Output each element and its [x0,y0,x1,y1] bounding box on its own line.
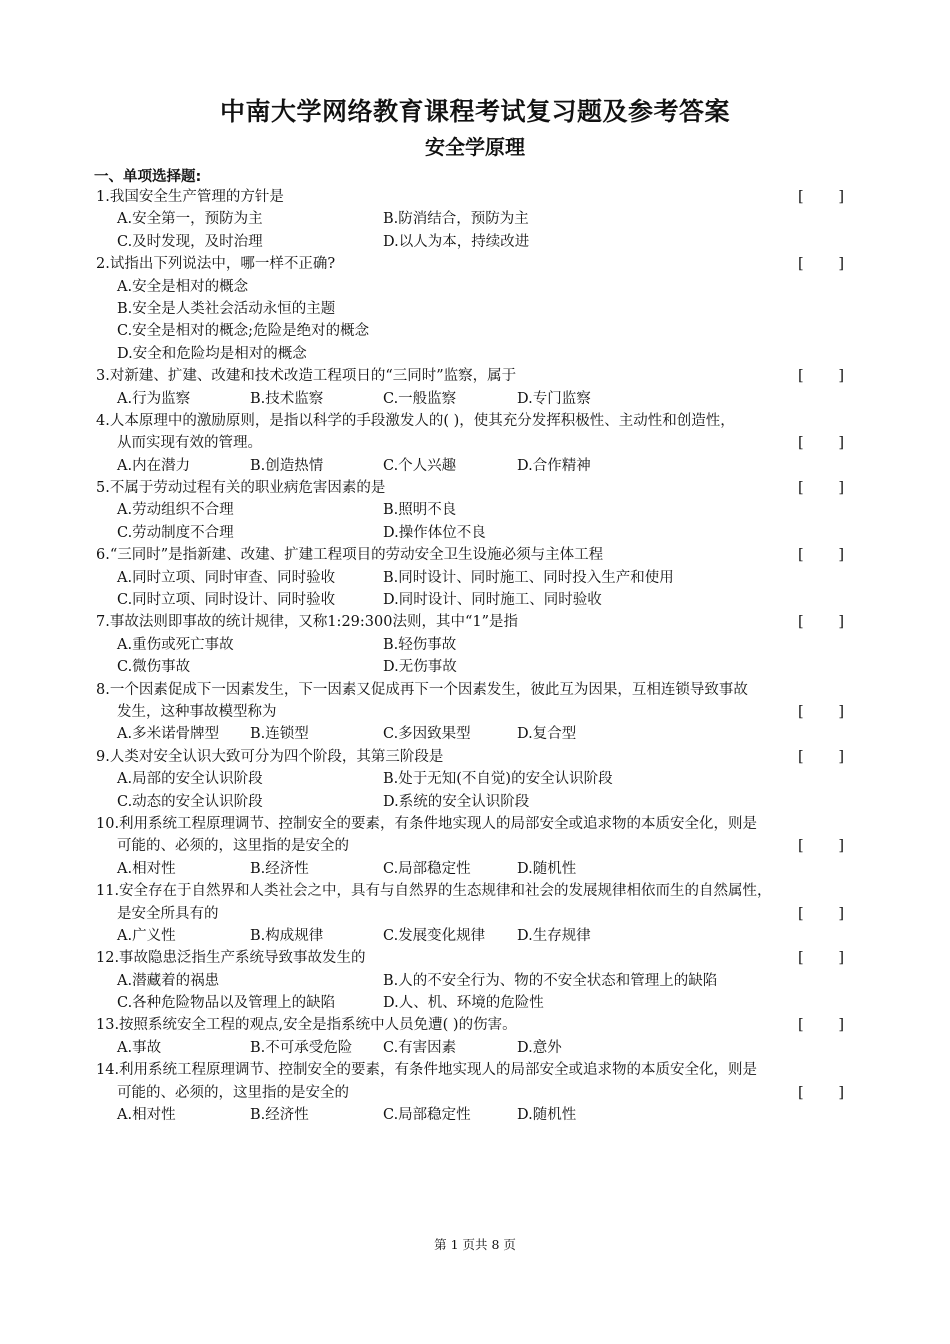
answer-option: A.行为监察 [117,390,191,407]
bracket-left: [ [798,1084,804,1101]
question-stem-line [0,611,950,633]
option-row [0,343,950,365]
answer-option: C.各种危险物品以及管理上的缺陷 [117,995,336,1012]
answer-option: B.技术监察 [250,390,324,407]
answer-option: C.及时发现，及时治理 [117,233,263,250]
answer-option: B.安全是人类社会活动永恒的主题 [117,300,336,317]
option-row [0,858,950,880]
answer-option: C.动态的安全认识阶段 [117,793,263,810]
bracket-left: [ [798,703,804,720]
answer-option: B.处于无知(不自觉)的安全认识阶段 [383,771,613,788]
bracket-left: [ [798,368,804,385]
question-item [0,186,950,253]
option-row [0,298,950,320]
answer-option: D.复合型 [517,726,577,743]
question-stem-line [0,1059,950,1081]
answer-option: A.相对性 [117,860,176,877]
option-row [0,208,950,230]
bracket-left: [ [798,748,804,765]
question-stem: 3.对新建、扩建、改建和技术改造工程项日的“三同时”监察，属于 [96,368,517,385]
question-item [0,746,950,813]
question-stem-line [0,746,950,768]
bracket-left: [ [798,256,804,273]
question-stem: 12.事故隐患泛指生产系统导致事故发生的 [96,950,366,967]
answer-option: A.同时立项、同时审查、同时验收 [117,569,336,586]
answer-option: C.微伤事故 [117,659,191,676]
option-row [0,231,950,253]
option-row [0,925,950,947]
answer-option: D.安全和危险均是相对的概念 [117,345,307,362]
option-row [0,723,950,745]
bracket-left: [ [798,1017,804,1034]
answer-option: B.构成规律 [250,927,324,944]
option-row [0,992,950,1014]
answer-option: A.安全是相对的概念 [117,278,249,295]
answer-option: C.局部稳定性 [383,860,471,877]
question-stem-line [0,947,950,969]
answer-option: D.随机性 [517,1107,577,1124]
question-stem-line [0,477,950,499]
bracket-right: ] [838,905,844,922]
option-row [0,276,950,298]
answer-option: C.同时立项、同时设计、同时验收 [117,592,336,609]
question-stem: 7.事故法则即事故的统计规律，又称1:29:300法则，其中“1”是指 [96,614,519,631]
answer-option: B.连锁型 [250,726,309,743]
answer-option: B.创造热情 [250,457,324,474]
option-row [0,499,950,521]
option-row [0,791,950,813]
answer-option: B.防消结合，预防为主 [383,211,529,228]
question-stem-line [0,903,950,925]
answer-option: D.人、机、环境的危险性 [383,995,544,1012]
bracket-right: ] [838,838,844,855]
bracket-left: [ [798,547,804,564]
answer-option: C.安全是相对的概念;危险是绝对的概念 [117,323,370,340]
option-row [0,970,950,992]
option-row [0,388,950,410]
bracket-right: ] [838,189,844,205]
bracket-right: ] [838,614,844,631]
question-list [0,186,950,1126]
question-stem: 2.试指出下列说法中，哪一样不正确? [96,256,336,273]
question-stem-line [0,701,950,723]
question-stem-line [0,186,950,208]
question-stem-line [0,813,950,835]
bracket-left: [ [798,614,804,631]
answer-option: D.生存规律 [517,927,591,944]
question-stem-line [0,253,950,275]
question-stem: 可能的、必须的，这里指的是安全的 [117,1084,349,1101]
bracket-left: [ [798,950,804,967]
question-item [0,410,950,477]
question-stem-line [0,410,950,432]
bracket-left: [ [798,838,804,855]
answer-option: B.人的不安全行为、物的不安全状态和管理上的缺陷 [383,972,718,989]
answer-option: A.潜藏着的祸患 [117,972,220,989]
answer-option: B.同时设计、同时施工、同时投入生产和使用 [383,569,674,586]
bracket-right: ] [838,748,844,765]
question-stem: 5.不属于劳动过程有关的职业病危害因素的是 [96,480,386,497]
answer-option: C.个人兴趣 [383,457,457,474]
bracket-right: ] [838,368,844,385]
answer-option: D.专门监察 [517,390,591,407]
question-stem-line [0,365,950,387]
answer-option: A.劳动组织不合理 [117,502,234,519]
question-item [0,679,950,746]
question-stem: 14.利用系统工程原理调节、控制安全的要素，有条件地实现人的局部安全或追求物的本质安全化，则是 [96,1062,758,1079]
question-item [0,611,950,678]
answer-option: A.多米诺骨牌型 [117,726,220,743]
question-stem: 发生，这种事故模型称为 [117,703,277,720]
question-item [0,253,950,365]
answer-option: D.同时设计、同时施工、同时验收 [383,592,602,609]
question-stem-line [0,544,950,566]
answer-option: C.局部稳定性 [383,1107,471,1124]
bracket-right: ] [838,950,844,967]
question-stem-line [0,880,950,902]
option-row [0,1037,950,1059]
answer-option: C.多因致果型 [383,726,471,743]
answer-option: D.合作精神 [517,457,591,474]
bracket-left: [ [798,480,804,497]
answer-option: D.意外 [517,1039,562,1056]
question-stem: 可能的、必须的，这里指的是安全的 [117,838,349,855]
question-stem: 9.人类对安全认识大致可分为四个阶段，其第三阶段是 [96,748,444,765]
bracket-right: ] [838,703,844,720]
answer-option: B.经济性 [250,1107,309,1124]
option-row [0,567,950,589]
question-stem: 10.利用系统工程原理调节、控制安全的要素，有条件地实现人的局部安全或追求物的本质安全化，则是 [96,815,758,832]
question-item [0,1014,950,1059]
answer-option: B.不可承受危险 [250,1039,353,1056]
answer-option: A.安全第一，预防为主 [117,211,263,228]
answer-option: D.随机性 [517,860,577,877]
bracket-left: [ [798,189,804,205]
bracket-left: [ [798,905,804,922]
document-title: 中南大学网络教育课程考试复习题及参考答案 [219,97,730,126]
question-stem-line [0,432,950,454]
answer-option: C.劳动制度不合理 [117,524,234,541]
question-stem-line [0,679,950,701]
bracket-right: ] [838,480,844,497]
option-row [0,320,950,342]
answer-option: D.系统的安全认识阶段 [383,793,530,810]
question-stem-line [0,835,950,857]
answer-option: D.以人为本，持续改进 [383,233,530,250]
answer-option: A.广义性 [117,927,176,944]
answer-option: D.操作体位不良 [383,524,486,541]
option-row [0,522,950,544]
question-stem: 6.“三同时”是指新建、改建、扩建工程项目的劳动安全卫生设施必须与主体工程 [96,547,604,564]
question-item [0,365,950,410]
question-stem: 是安全所具有的 [117,905,219,922]
answer-option: A.局部的安全认识阶段 [117,771,263,788]
option-row [0,768,950,790]
question-item [0,880,950,947]
question-stem: 1.我国安全生产管理的方针是 [96,189,284,205]
option-row [0,455,950,477]
answer-option: C.发展变化规律 [383,927,486,944]
answer-option: A.重伤或死亡事故 [117,636,234,653]
section-heading: 一、单项选择题: [94,169,202,185]
question-stem: 11.安全存在于自然界和人类社会之中，具有与自然界的生态规律和社会的发展规律相依而生的自然属性， [96,883,772,900]
bracket-right: ] [838,1084,844,1101]
answer-option: D.无伤事故 [383,659,457,676]
course-subtitle: 安全学原理 [425,135,525,159]
question-item [0,1059,950,1126]
option-row [0,589,950,611]
answer-option: B.经济性 [250,860,309,877]
question-stem: 13.按照系统安全工程的观点,安全是指系统中人员免遭( )的伤害。 [96,1017,517,1034]
option-row [0,1104,950,1126]
answer-option: C.有害因素 [383,1039,457,1056]
option-row [0,656,950,678]
page-number: 第 1 页共 8 页 [434,1237,516,1252]
answer-option: A.内在潜力 [117,457,191,474]
question-item [0,477,950,544]
question-item [0,947,950,1014]
question-stem-line [0,1082,950,1104]
option-row [0,634,950,656]
answer-option: B.照明不良 [383,502,457,519]
answer-option: A.事故 [117,1039,162,1056]
question-item [0,544,950,611]
question-stem: 从而实现有效的管理。 [117,435,262,452]
bracket-right: ] [838,1017,844,1034]
question-item [0,813,950,880]
question-stem-line [0,1014,950,1036]
question-stem: 8.一个因素促成下一因素发生，下一因素又促成再下一个因素发生，彼此互为因果，互相连锁导致事故 [96,681,748,698]
answer-option: B.轻伤事故 [383,636,457,653]
answer-option: C.一般监察 [383,390,457,407]
question-stem: 4.人本原理中的激励原则，是指以科学的手段激发人的( )，使其充分发挥积极性、主动性和创造性， [96,412,735,429]
bracket-right: ] [838,547,844,564]
bracket-right: ] [838,435,844,452]
bracket-right: ] [838,256,844,273]
bracket-left: [ [798,435,804,452]
answer-option: A.相对性 [117,1107,176,1124]
